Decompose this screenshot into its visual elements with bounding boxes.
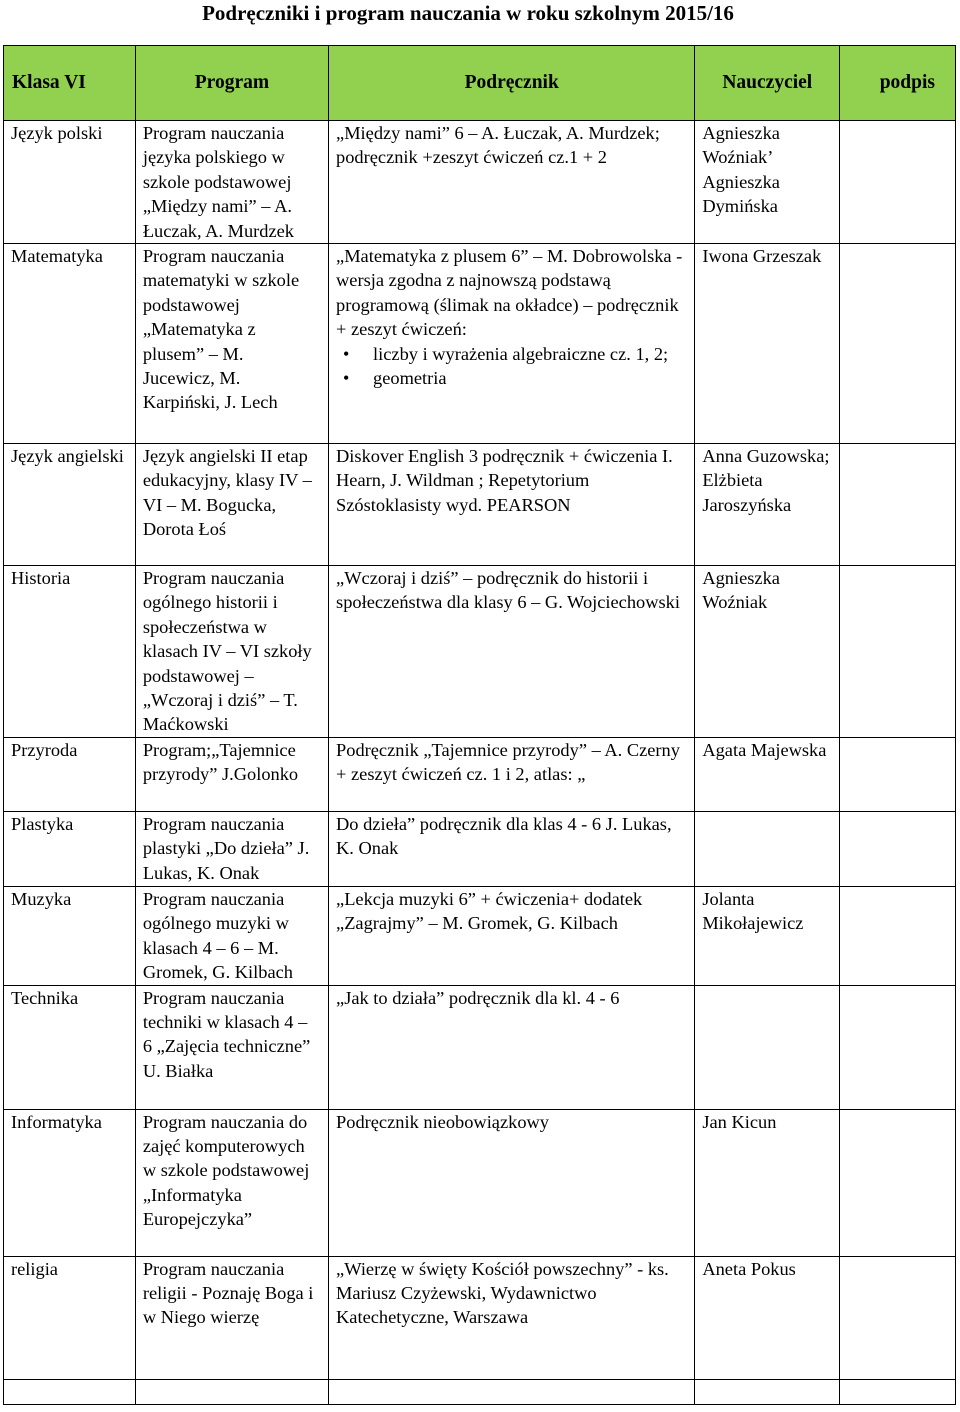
empty-cell[interactable]	[695, 1379, 840, 1404]
table-row	[4, 1109, 956, 1256]
teacher-cell: Iwona Grzeszak	[695, 244, 840, 444]
program-cell: Program nauczania języka polskiego w szkole podstawowej „Między nami” – A. Łuczak, A. Murdzek	[135, 121, 328, 244]
table-row	[4, 985, 956, 1109]
signature-cell[interactable]	[840, 444, 956, 566]
program-cell: Program nauczania techniki w klasach 4 – 6 „Zajęcia techniczne” U. Białka	[135, 985, 328, 1109]
list-item: • geometria	[373, 366, 688, 390]
textbook-cell: Podręcznik „Tajemnice przyrody” – A. Czerny + zeszyt ćwiczeń cz. 1 i 2, atlas: „	[329, 738, 695, 812]
table-row	[4, 887, 956, 986]
textbook-cell: „Jak to działa” podręcznik dla kl. 4 - 6	[329, 985, 695, 1109]
table-row	[4, 1256, 956, 1379]
signature-cell[interactable]	[840, 244, 956, 444]
header-podrecznik: Podręcznik	[329, 46, 695, 121]
subject-cell: Plastyka	[4, 812, 136, 887]
textbook-cell: Do dzieła” podręcznik dla klas 4 - 6 J. Lukas, K. Onak	[329, 812, 695, 887]
page-title: Podręczniki i program nauczania w roku szkolnym 2015/16	[202, 1, 734, 25]
teacher-cell: Agnieszka Woźniak	[695, 566, 840, 738]
header-program: Program	[135, 46, 328, 121]
teacher-cell: Aneta Pokus	[695, 1256, 840, 1379]
textbook-cell: „Lekcja muzyki 6” + ćwiczenia+ dodatek „Zagrajmy” – M. Gromek, G. Kilbach	[329, 887, 695, 986]
subject-cell: Przyroda	[4, 738, 136, 812]
teacher-cell: Agata Majewska	[695, 738, 840, 812]
table-row	[4, 121, 956, 244]
program-cell: Program nauczania matematyki w szkole podstawowej „Matematyka z plusem” – M. Jucewicz, M. Karpiński, J. Lech	[135, 244, 328, 444]
curriculum-table	[3, 45, 956, 1405]
empty-cell[interactable]	[840, 1379, 956, 1404]
table-row	[4, 738, 956, 812]
subject-cell: Muzyka	[4, 887, 136, 986]
subject-cell: Technika	[4, 985, 136, 1109]
teacher-cell: Agnieszka Woźniak’ Agnieszka Dymińska	[695, 121, 840, 244]
textbook-cell	[329, 244, 695, 444]
signature-cell[interactable]	[840, 566, 956, 738]
textbook-cell: „Wczoraj i dziś” – podręcznik do historii i społeczeństwa dla klasy 6 – G. Wojciechowski	[329, 566, 695, 738]
table-row	[4, 244, 956, 444]
teacher-cell	[695, 985, 840, 1109]
subject-cell: religia	[4, 1256, 136, 1379]
textbook-text: „Matematyka z plusem 6” – M. Dobrowolska - wersja zgodna z najnowszą podstawą programową (ślimak na okładce) – podręcznik + zeszyt ćwiczeń:	[336, 246, 683, 340]
empty-cell[interactable]	[329, 1379, 695, 1404]
signature-cell[interactable]	[840, 985, 956, 1109]
empty-cell[interactable]	[135, 1379, 328, 1404]
table-row	[4, 566, 956, 738]
header-klasa: Klasa VI	[4, 46, 136, 121]
list-item: • liczby i wyrażenia algebraiczne cz. 1, 2;	[373, 342, 688, 366]
table-row	[4, 444, 956, 566]
subject-cell: Język angielski	[4, 444, 136, 566]
table-row	[4, 812, 956, 887]
signature-cell[interactable]	[840, 738, 956, 812]
textbook-cell: Podręcznik nieobowiązkowy	[329, 1109, 695, 1256]
textbook-cell: „Między nami” 6 – A. Łuczak, A. Murdzek; podręcznik +zeszyt ćwiczeń cz.1 + 2	[329, 121, 695, 244]
table-header-row	[4, 46, 956, 121]
signature-cell[interactable]	[840, 121, 956, 244]
empty-cell[interactable]	[4, 1379, 136, 1404]
subject-cell: Informatyka	[4, 1109, 136, 1256]
program-cell: Język angielski II etap edukacyjny, klasy IV – VI – M. Bogucka, Dorota Łoś	[135, 444, 328, 566]
textbook-bullet-list	[336, 342, 688, 391]
teacher-cell	[695, 812, 840, 887]
teacher-cell: Jan Kicun	[695, 1109, 840, 1256]
empty-row	[4, 1379, 956, 1404]
header-nauczyciel: Nauczyciel	[695, 46, 840, 121]
textbook-cell: Diskover English 3 podręcznik + ćwiczenia I. Hearn, J. Wildman ; Repetytorium Szóstoklasisty wyd. PEARSON	[329, 444, 695, 566]
teacher-cell: Jolanta Mikołajewicz	[695, 887, 840, 986]
program-cell: Program nauczania ogólnego historii i społeczeństwa w klasach IV – VI szkoły podstawowej – „Wczoraj i dziś” – T. Maćkowski	[135, 566, 328, 738]
program-cell: Program nauczania religii - Poznaję Boga i w Niego wierzę	[135, 1256, 328, 1379]
subject-cell: Historia	[4, 566, 136, 738]
program-cell: Program;„Tajemnice przyrody” J.Golonko	[135, 738, 328, 812]
signature-cell[interactable]	[840, 1256, 956, 1379]
program-cell: Program nauczania do zajęć komputerowych w szkole podstawowej „Informatyka Europejczyka”	[135, 1109, 328, 1256]
signature-cell[interactable]	[840, 812, 956, 887]
program-cell: Program nauczania ogólnego muzyki w klasach 4 – 6 – M. Gromek, G. Kilbach	[135, 887, 328, 986]
header-podpis: podpis	[840, 46, 956, 121]
program-cell: Program nauczania plastyki „Do dzieła” J. Lukas, K. Onak	[135, 812, 328, 887]
subject-cell: Matematyka	[4, 244, 136, 444]
teacher-cell: Anna Guzowska; Elżbieta Jaroszyńska	[695, 444, 840, 566]
signature-cell[interactable]	[840, 887, 956, 986]
textbook-cell: „Wierzę w święty Kościół powszechny” - ks. Mariusz Czyżewski, Wydawnictwo Katechetyczne, Warszawa	[329, 1256, 695, 1379]
signature-cell[interactable]	[840, 1109, 956, 1256]
subject-cell: Język polski	[4, 121, 136, 244]
